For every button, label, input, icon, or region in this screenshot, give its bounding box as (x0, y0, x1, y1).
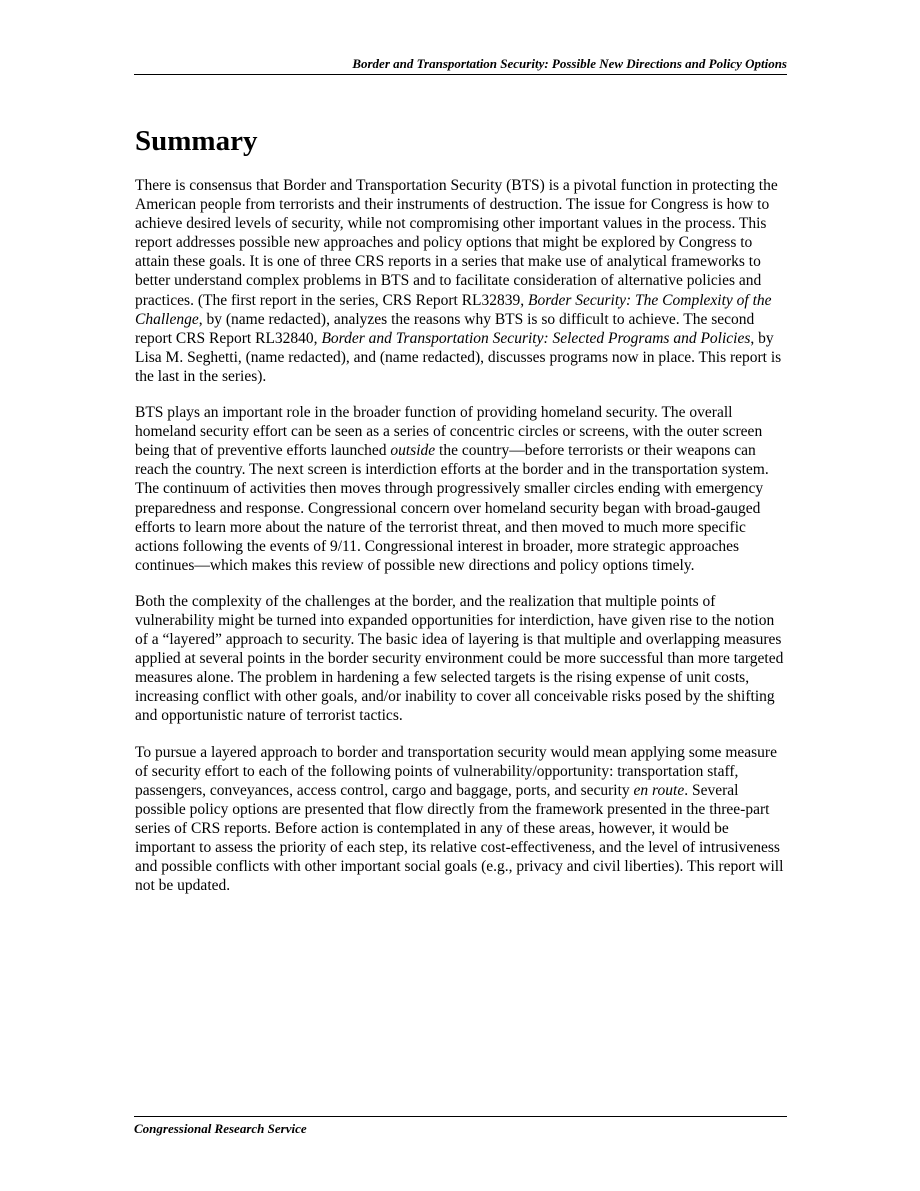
italic-text-run: en route (633, 781, 685, 799)
text-run: BTS plays an important role in the broader function of providing homeland security. The overall homeland security effort can be seen as a series of concentric circles or screens, with the outer screen being that of preventive efforts launched (135, 404, 763, 460)
text-run: , by (name redacted), analyzes the reasons why BTS is so difficult to achieve. The second report CRS Report RL32840, (135, 310, 755, 347)
summary-paragraph (135, 592, 787, 726)
summary-paragraph (135, 743, 787, 896)
summary-paragraph (135, 176, 787, 386)
footer-label: Congressional Research Service (134, 1121, 307, 1136)
running-header (134, 56, 787, 75)
page-title: Summary (135, 125, 258, 157)
text-run: Both the complexity of the challenges at the border, and the realization that multiple points of vulnerability might be turned into expanded opportunities for interdiction, have given rise to the notion of a “layered” approach to security. The basic idea of layering is that multiple and overlapping measures applied at several points in the border security environment could be more successful than more targeted measures alone. The problem in hardening a few selected targets is the rising expense of unit costs, increasing conflict with other goals, and/or inability to cover all conceivable risks posed by the shifting and opportunistic nature of terrorist tactics. (135, 592, 784, 725)
summary-body (135, 176, 787, 912)
text-run: . Several possible policy options are presented that flow directly from the framework presented in the three-part series of CRS reports. Before action is contemplated in any of these areas, however, it would be important to assess the priority of each step, its relative cost-effectiveness, and the level of intrusiveness and possible conflicts with other important social goals (e.g., privacy and civil liberties). This report will not be updated. (135, 781, 784, 895)
text-run: the country—before terrorists or their weapons can reach the country. The next screen is interdiction efforts at the border and in the transportation system. The continuum of activities then moves through progressively smaller circles ending with emergency preparedness and response. Congressional concern over homeland security began with broad-gauged efforts to learn more about the nature of the terrorist threat, and then moved to much more specific actions following the events of 9/11. Congressional interest in broader, more strategic approaches continues—which makes this review of possible new directions and policy options timely. (135, 442, 769, 574)
italic-text-run: outside (390, 442, 436, 460)
summary-paragraph (135, 403, 787, 575)
italic-text-run: Border and Transportation Security: Selected Programs and Policies (321, 329, 751, 347)
running-header-title: Border and Transportation Security: Possible New Directions and Policy Options (352, 56, 787, 71)
running-footer (134, 1116, 787, 1137)
text-run: To pursue a layered approach to border and transportation security would mean applying some measure of security effort to each of the following points of vulnerability/opportunity: transportation staff, passengers, conveyances, access control, cargo and baggage, ports, and security (135, 743, 777, 799)
text-run: , by Lisa M. Seghetti, (name redacted), and (name redacted), discusses programs now in place. This report is the last in the series). (135, 329, 782, 385)
italic-text-run: Border Security: The Complexity of the Challenge (135, 291, 772, 328)
text-run: There is consensus that Border and Transportation Security (BTS) is a pivotal function in protecting the American people from terrorists and their instruments of destruction. The issue for Congress is how to achieve desired levels of security, while not compromising other important values in the process. This report addresses possible new approaches and policy options that might be explored by Congress to attain these goals. It is one of three CRS reports in a series that make use of analytical frameworks to better understand complex problems in BTS and to facilitate consideration of alternative policies and practices. (The first report in the series, CRS Report RL32839, (135, 177, 778, 309)
